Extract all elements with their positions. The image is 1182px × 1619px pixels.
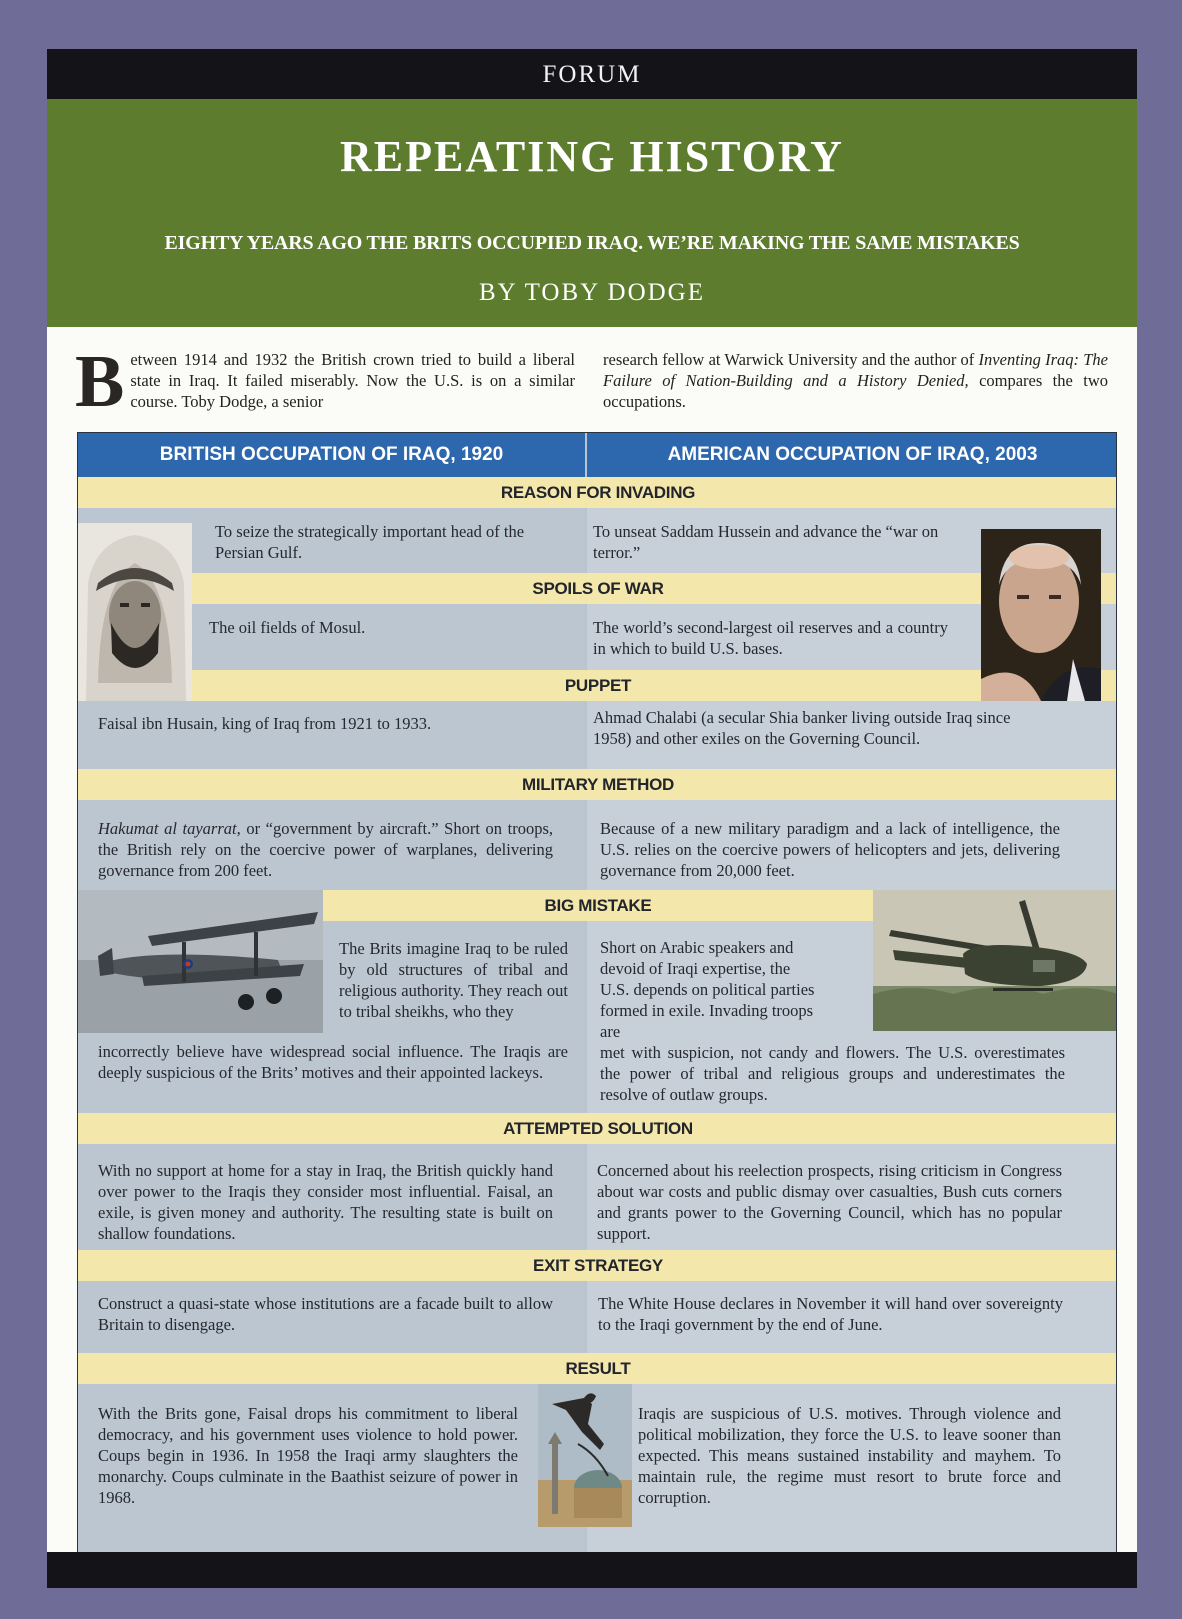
book-title: Inventing Iraq: The Failure of Nation-Building and a History Denied,: [603, 350, 1108, 390]
puppet-right-cell: [587, 701, 1117, 769]
faisal-portrait-photo: [78, 523, 192, 701]
puppet-right-text: Ahmad Chalabi (a secular Shia banker living outside Iraq since 1958) and other exiles on the Governing Council.: [593, 708, 1011, 748]
row-label-spoils: SPOILS OF WAR: [78, 573, 1117, 604]
row-label-puppet: PUPPET: [78, 670, 1117, 701]
article-title: REPEATING HISTORY: [340, 132, 844, 181]
byline: BY TOBY DODGE: [478, 279, 705, 306]
exit-right-text: The White House declares in November it will hand over sovereignty to the Iraqi government by the end of June.: [598, 1294, 1063, 1334]
magazine-page: [47, 49, 1137, 1588]
military-right-cell: [587, 800, 1117, 890]
reason-left-text: To seize the strategically important head of the Persian Gulf.: [215, 522, 525, 562]
military-left-body: or “government by aircraft.” Short on troops, the British rely on the coercive power of warplanes, delivering governance from 200 feet.: [98, 819, 553, 880]
reason-right-text: To unseat Saddam Hussein and advance the “war on terror.”: [593, 522, 939, 562]
chalabi-portrait-photo: [981, 529, 1101, 701]
attempted-left-text: With no support at home for a stay in Iraq, the British quickly hand over power to the Iraqis they consider most influential. Faisal, an exile, is given money and authority. The resulting state is built on shallow foundations.: [98, 1161, 553, 1243]
military-left-cell: [78, 800, 585, 890]
exit-left-cell: [78, 1281, 585, 1353]
result-left-cell: [78, 1384, 585, 1570]
row-label-reason: REASON FOR INVADING: [78, 477, 1117, 508]
mistake-left-cell: [78, 890, 585, 1113]
intro-left-column: [75, 341, 575, 423]
section-header: FORUM: [47, 49, 1137, 99]
military-right-text: Because of a new military paradigm and a lack of intelligence, the U.S. relies on the coercive powers of helicopters and jets, delivering governance from 20,000 feet.: [600, 819, 1060, 880]
title-block: [47, 99, 1137, 327]
article-subtitle: EIGHTY YEARS AGO THE BRITS OCCUPIED IRAQ. WE’RE MAKING THE SAME MISTAKES: [164, 232, 1020, 254]
mistake-right-text-top: Short on Arabic speakers and devoid of Iraqi expertise, the U.S. depends on political parties formed in exile. Invading troops are: [600, 938, 815, 1041]
exit-left-text: Construct a quasi-state whose institutions are a facade built to allow Britain to disengage.: [98, 1294, 553, 1334]
row-label-result: RESULT: [78, 1353, 1117, 1384]
mistake-left-text-top: The Brits imagine Iraq to be ruled by old structures of tribal and religious authority. They reach out to tribal sheikhs, who they: [339, 939, 568, 1021]
footer-bar: [47, 1552, 1137, 1588]
result-left-text: With the Brits gone, Faisal drops his commitment to liberal democracy, and his government uses violence to hold power. Coups begin in 1936. In 1958 the Iraqi army slaughters the monarchy. Coups culminate in the Baathist seizure of power in 1968.: [98, 1404, 518, 1507]
puppet-left-cell: [78, 701, 585, 769]
spoils-left-text: The oil fields of Mosul.: [209, 618, 366, 637]
attempted-right-text: Concerned about his reelection prospects, rising criticism in Congress about war costs and public dismay over casualties, Bush cuts corners and grants power to the Governing Council, which has no popular support.: [597, 1161, 1062, 1243]
military-left-text: [98, 818, 553, 881]
row-label-attempted: ATTEMPTED SOLUTION: [78, 1113, 1117, 1144]
row-label-exit: EXIT STRATEGY: [78, 1250, 1117, 1281]
mistake-right-text-bottom: met with suspicion, not candy and flowers. The U.S. overestimates the power of tribal and religious groups and underestimates the resolve of outlaw groups.: [600, 1043, 1065, 1104]
result-right-text: Iraqis are suspicious of U.S. motives. Through violence and political mobilization, they force the U.S. to leave sooner than expected. This means sustained instability and mayhem. To maintain rule, the regime must resort to brute force and corruption.: [638, 1404, 1061, 1507]
comparison-table: [77, 432, 1117, 1570]
attempted-right-cell: [587, 1144, 1117, 1250]
mistake-left-text-bottom: incorrectly believe have widespread social influence. The Iraqis are deeply suspicious of the Brits’ motives and their appointed lackeys.: [98, 1042, 568, 1082]
result-right-cell: [587, 1384, 1117, 1570]
military-left-italic: Hakumat al tayarrat,: [98, 819, 241, 838]
column-header-british: BRITISH OCCUPATION OF IRAQ, 1920: [78, 433, 585, 477]
biplane-photo: [78, 890, 323, 1033]
column-header-american: AMERICAN OCCUPATION OF IRAQ, 2003: [587, 433, 1117, 477]
intro-right-text: research fellow at Warwick University and the author of: [603, 350, 975, 369]
statue-toppling-photo: [538, 1384, 632, 1527]
exit-right-cell: [587, 1281, 1117, 1353]
puppet-left-text: Faisal ibn Husain, king of Iraq from 1921 to 1933.: [98, 714, 432, 733]
attempted-left-cell: [78, 1144, 585, 1250]
helicopter-photo: [873, 890, 1117, 1031]
row-label-military: MILITARY METHOD: [78, 769, 1117, 800]
intro-right-column: [603, 349, 1108, 412]
row-label-mistake: BIG MISTAKE: [323, 890, 873, 921]
intro-left-text: etween 1914 and 1932 the British crown tried to build a liberal state in Iraq. It failed miserably. Now the U.S. is on a similar course. Toby Dodge, a senior: [130, 350, 575, 411]
drop-cap: B: [75, 341, 125, 423]
intro-right-text-end: compares the two occupations.: [603, 371, 1108, 411]
spoils-right-text: The world’s second-largest oil reserves and a country in which to build U.S. bases.: [593, 618, 948, 658]
